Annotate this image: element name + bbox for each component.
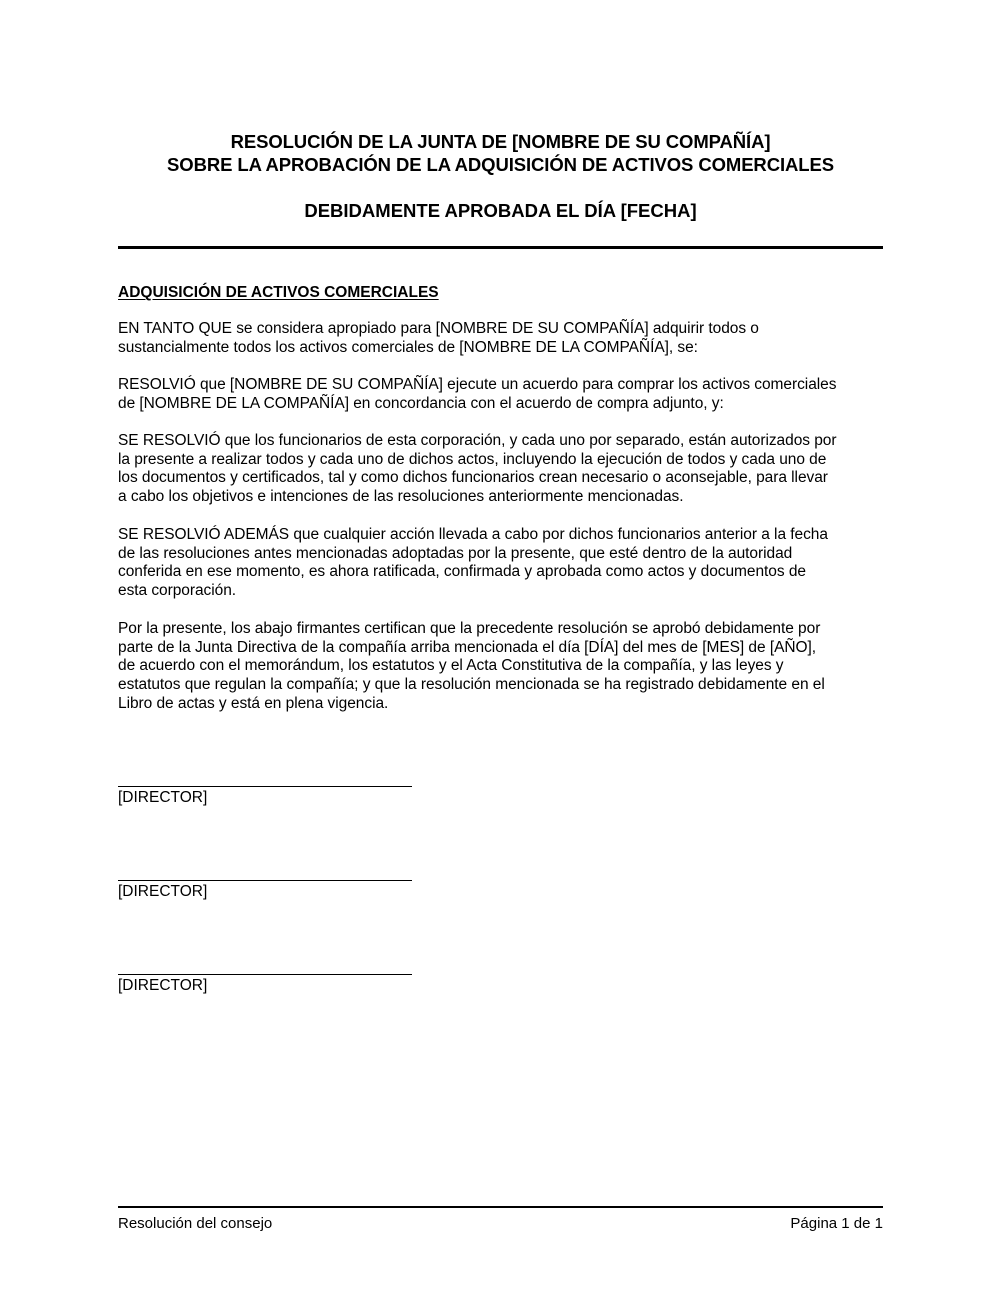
header-divider: [118, 246, 883, 249]
paragraph-line: Libro de actas y está en plena vigencia.: [118, 694, 389, 712]
signature-label: [DIRECTOR]: [118, 977, 208, 994]
paragraph-line: conferida en ese momento, es ahora ratificada, confirmada y aprobada como actos y documentos de: [118, 563, 806, 581]
paragraph-line: sustancialmente todos los activos comerciales de [NOMBRE DE LA COMPAÑÍA], se:: [118, 338, 698, 356]
paragraph-whereas: [118, 320, 898, 357]
paragraph-certification: [118, 620, 898, 714]
footer-divider: [118, 1206, 883, 1208]
signature-line: [118, 880, 412, 881]
paragraph-line: de [NOMBRE DE LA COMPAÑÍA] en concordancia con el acuerdo de compra adjunto, y:: [118, 394, 724, 412]
paragraph-line: a cabo los objetivos e intenciones de las resoluciones anteriormente mencionadas.: [118, 488, 684, 506]
paragraph-line: estatutos que regulan la compañía; y que la resolución mencionada se ha registrado debidamente en el: [118, 676, 825, 694]
signature-label: [DIRECTOR]: [118, 789, 208, 806]
title-line-2: SOBRE LA APROBACIÓN DE LA ADQUISICIÓN DE ACTIVOS COMERCIALES: [167, 154, 834, 175]
footer-page-number: Página 1 de 1: [790, 1215, 883, 1232]
footer-document-name: Resolución del consejo: [118, 1215, 273, 1232]
paragraph-line: esta corporación.: [118, 582, 237, 600]
signature-block-3: [118, 974, 412, 995]
paragraph-line: de acuerdo con el memorándum, los estatutos y el Acta Constitutiva de la compañía, y las leyes y: [118, 657, 784, 675]
document-title: [118, 130, 883, 176]
paragraph-line: RESOLVIÓ que [NOMBRE DE SU COMPAÑÍA] ejecute un acuerdo para comprar los activos comerciales: [118, 376, 837, 393]
paragraph-line: EN TANTO QUE se considera apropiado para [NOMBRE DE SU COMPAÑÍA] adquirir todos o: [118, 320, 759, 337]
paragraph-line: la presente a realizar todos y cada uno de dichos actos, incluyendo la ejecución de todos y cada uno de: [118, 450, 827, 468]
paragraph-line: los documentos y certificados, tal y como dichos funcionarios crean necesario o aconsejable, para llevar: [118, 469, 828, 487]
section-heading: ADQUISICIÓN DE ACTIVOS COMERCIALES: [118, 284, 439, 301]
paragraph-line: SE RESOLVIÓ ADEMÁS que cualquier acción llevada a cabo por dichos funcionarios anterior a la fecha: [118, 526, 828, 543]
signature-line: [118, 974, 412, 975]
document-subtitle: DEBIDAMENTE APROBADA EL DÍA [FECHA]: [304, 200, 697, 221]
paragraph-line: Por la presente, los abajo firmantes certifican que la precedente resolución se aprobó debidamente por: [118, 620, 821, 637]
paragraph-line: SE RESOLVIÓ que los funcionarios de esta corporación, y cada uno por separado, están autorizados por: [118, 432, 837, 449]
signature-line: [118, 786, 412, 787]
paragraph-line: de las resoluciones antes mencionadas adoptadas por la presente, que esté dentro de la autoridad: [118, 544, 793, 562]
signature-block-1: [118, 786, 412, 807]
signature-block-2: [118, 880, 412, 901]
paragraph-line: parte de la Junta Directiva de la compañía arriba mencionada el día [DÍA] del mes de [MES] de [AÑO],: [118, 638, 817, 656]
paragraph-further-resolved: [118, 432, 898, 507]
title-line-1: RESOLUCIÓN DE LA JUNTA DE [NOMBRE DE SU COMPAÑÍA]: [230, 131, 771, 152]
paragraph-resolved-also: [118, 526, 898, 601]
paragraph-resolved: [118, 376, 898, 413]
signature-label: [DIRECTOR]: [118, 883, 208, 900]
